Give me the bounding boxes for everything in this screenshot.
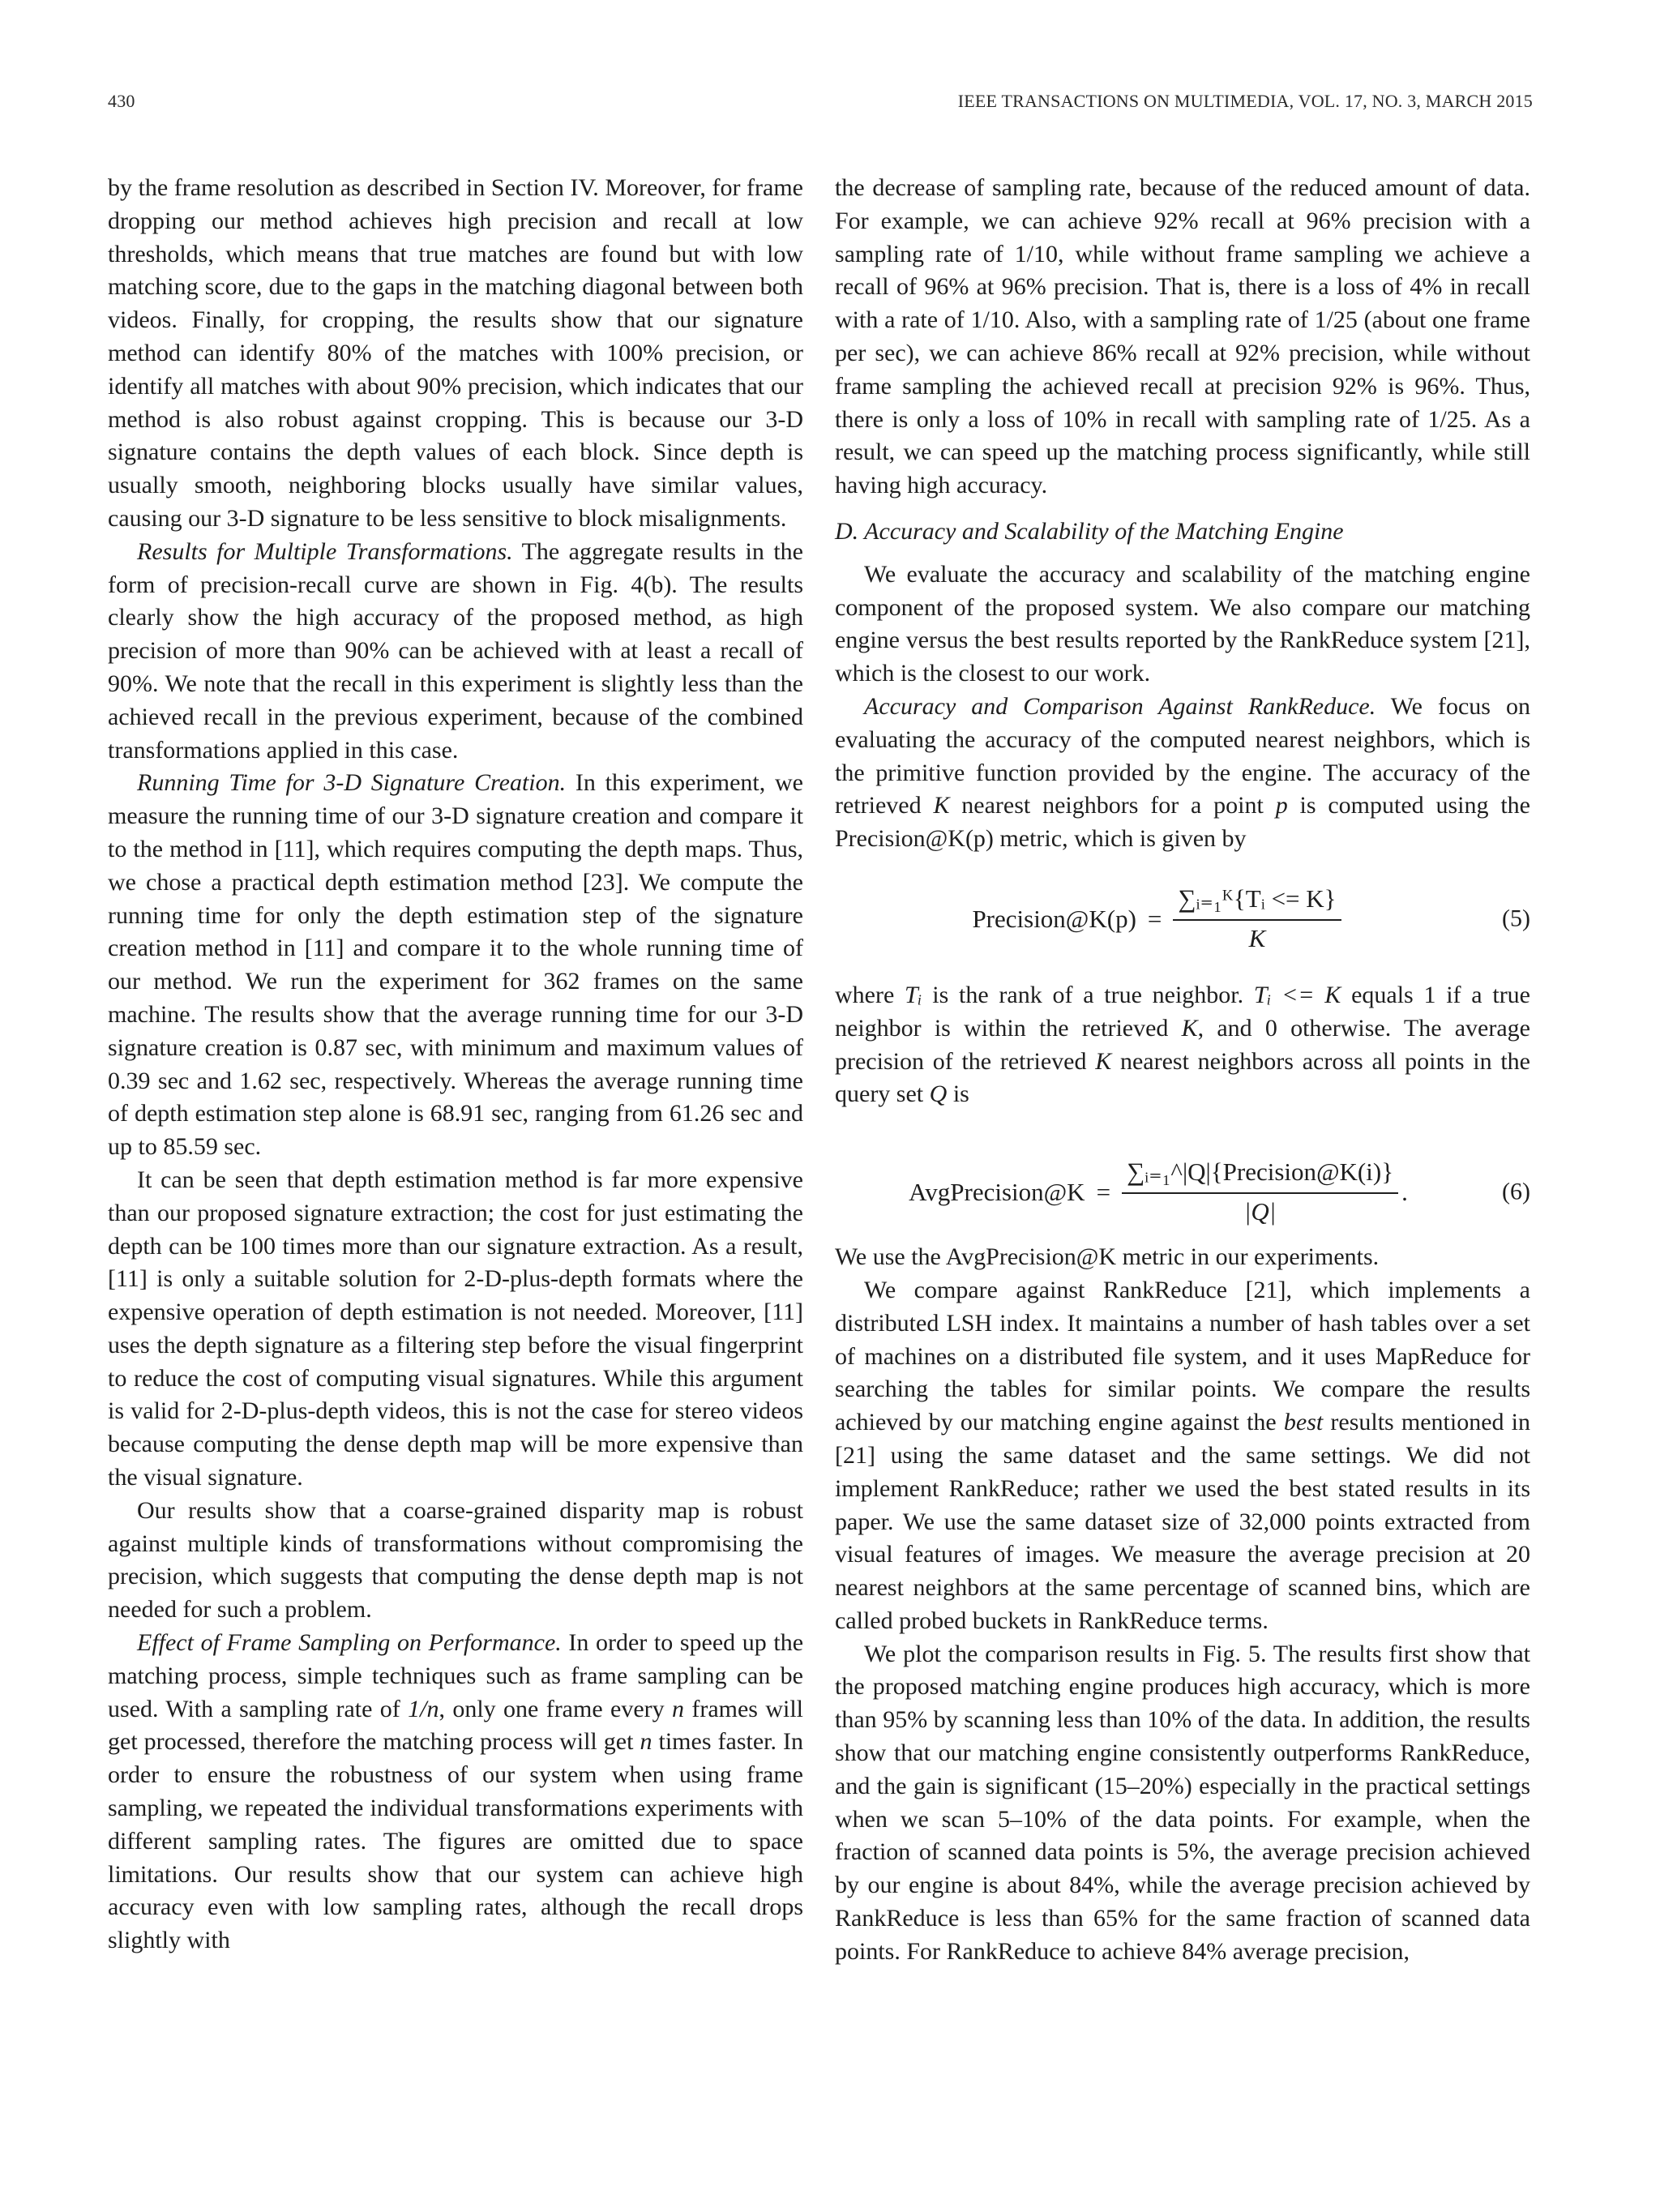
paragraph-text: is computed using the: [1287, 792, 1530, 819]
inline-math: Q: [929, 1080, 948, 1108]
paragraph-transform-results: by the frame resolution as described in Section IV. Moreover, for frame dropping our method achieves high precision and recall at low thresholds, which means that true matches are found but with low matching score, due to the gaps in the matching diagonal between both videos. Finally, for cropping, the results show that our signature method can identify 80% of the matches with 100% precision, or identify all matches with about 90% precision, which indicates that our method is also robust against cropping. This is because our 3-D signature contains the depth values of each block. Since depth is usually smooth, neighboring blocks usually have similar values, causing our 3-D signature to be less sensitive to block misalignments.: [108, 174, 803, 532]
equation-lhs: AvgPrecision@K: [909, 1177, 1085, 1206]
paragraph-metric-usage: [835, 1241, 1530, 1274]
inline-math: K: [1095, 1047, 1112, 1075]
paragraph-running-time: [108, 767, 803, 1164]
paragraph-depth-estimation-cost: It can be seen that depth estimation method is far more expensive than our proposed signature extraction; the cost for just estimating the depth can be 100 times more than our signature extraction. As a result, [11] is only a suitable solution for 2-D-plus-depth formats where the expensive operation of depth estimation is not needed. Moreover, [11] uses the depth signature as a filtering step before the visual fingerprint to reduce the cost of computing visual signatures. While this argument is valid for 2-D-plus-depth videos, this is not the case for stereo videos because computing the dense depth map will be more expensive than the visual signature.: [108, 1166, 803, 1491]
equation-body: [835, 875, 1482, 963]
fraction: [1122, 1156, 1398, 1229]
equation-5: [835, 875, 1530, 963]
inline-math: AvgPrecision@K: [945, 1243, 1117, 1271]
paragraph-text: nearest neighbors across all points in the query set: [835, 1047, 1530, 1108]
inline-math: Tᵢ: [905, 981, 922, 1008]
run-in-heading: Effect of Frame Sampling on Performance.: [137, 1629, 562, 1657]
equation-6: [835, 1147, 1530, 1238]
paragraph-text: We use the: [835, 1243, 946, 1271]
paragraph-text: metric, which is given by: [993, 825, 1247, 853]
paragraph-sampling-results: the decrease of sampling rate, because of the reduced amount of data. For example, we can achieve 92% recall at 96% precision with a sampling rate of 1/10, while without frame sampling we achieve a recall of 96% at 96% precision. That is, there is a loss of 4% in recall with a rate of 1/10. Also, with a sampling rate of 1/25 (about one frame per sec), we can achieve 86% recall at 92% precision, while without frame sampling the achieved recall at precision 92% is 96%. Thus, there is only a loss of 10% in recall with sampling rate of 1/25. As a result, we can speed up the matching process significantly, while still having high accuracy.: [835, 174, 1530, 499]
paragraph-text: where: [835, 981, 905, 1008]
fraction-denominator: K: [1248, 923, 1266, 952]
inline-math: K: [933, 792, 950, 819]
paragraph-text: equals 1 if a true neighbor is within the retrieved: [835, 981, 1530, 1042]
equals-sign: =: [1096, 1177, 1111, 1206]
paragraph-text: nearest neighbors for a point: [949, 792, 1276, 819]
paragraph-text: , only one frame every: [439, 1695, 672, 1722]
paragraph-rankreduce-comparison: [835, 1274, 1530, 1638]
paragraph-disparity-robustness: Our results show that a coarse-grained disparity map is robust against multiple kinds of transformations without compromising the precision, which suggests that computing the dense depth map is not needed for such a problem.: [108, 1496, 803, 1624]
paragraph-text: is: [947, 1080, 969, 1108]
paragraph-equation-explanation: [835, 979, 1530, 1111]
inline-math: 1/n: [408, 1695, 439, 1722]
paragraph-text: results mentioned in [21] using the same dataset and the same settings. We did not implement RankReduce; rather we used the best stated results in its paper. We use the same dataset size of 32,000 points extracted from visual features of images. We measure the average precision at 20 nearest neighbors at the same percentage of scanned bins, which are called probed buckets in RankReduce terms.: [835, 1409, 1530, 1634]
equation-number: (6): [1502, 1178, 1530, 1205]
inline-math: K: [1181, 1014, 1198, 1042]
run-in-heading: Results for Multiple Transformations.: [137, 537, 513, 565]
journal-reference: IEEE TRANSACTIONS ON MULTIMEDIA, VOL. 17, NO. 3, MARCH 2015: [957, 91, 1533, 111]
fraction-numerator: ∑ᵢ₌₁ᴷ{Tᵢ <= K}: [1173, 883, 1341, 921]
page-number: 430: [108, 91, 135, 111]
equation-tail: .: [1401, 1177, 1408, 1206]
paragraph-text: , and 0 otherwise. The average precision of the retrieved: [835, 1014, 1530, 1075]
inline-math: Precision@K(p): [835, 825, 994, 853]
paragraph-text: In this experiment, we measure the running time of our 3-D signature creation and compare it to the method in [11], which requires computing the depth maps. Thus, we chose a practical depth estimation method [23]. We compute the running time for only the depth estimation step of the signature creation method in [11] and compare it to the whole running time of our method. We run the experiment for 362 frames on the same machine. The results show that the average running time for our 3-D signature creation is 0.87 sec, with minimum and maximum values of 0.39 sec and 1.62 sec, respectively. Whereas the average running time of depth estimation step alone is 68.91 sec, ranging from 61.26 sec and up to 85.59 sec.: [108, 769, 803, 1161]
emphasis: best: [1283, 1409, 1324, 1436]
inline-math: n: [672, 1695, 684, 1722]
fraction-numerator: ∑ᵢ₌₁^|Q|{Precision@K(i)}: [1122, 1156, 1398, 1194]
paragraph-text: times faster. In order to ensure the robustness of our system when using frame sampling, we repeated the individual transformations experiments with different sampling rates. The figures are omitted due to space limitations. Our results show that our system can achieve high accuracy even with low sampling rates, although the recall drops slightly with: [108, 1728, 804, 1954]
equation-body: [835, 1147, 1482, 1238]
section-heading: D. Accuracy and Scalability of the Matching Engine: [835, 517, 1344, 545]
inline-math: p: [1275, 792, 1288, 819]
equals-sign: =: [1147, 904, 1162, 933]
paragraph-text: is the rank of a true neighbor.: [922, 981, 1254, 1008]
run-in-heading: Accuracy and Comparison Against RankReduce.: [864, 692, 1376, 720]
paragraph-text: metric in our experiments.: [1116, 1243, 1380, 1271]
equation-lhs: Precision@K(p): [972, 904, 1136, 933]
paragraph-comparison-results: We plot the comparison results in Fig. 5. The results first show that the proposed matching engine produces high accuracy, which is more than 95% by scanning less than 10% of the data. In addition, the results show that our matching engine consistently outperforms RankReduce, and the gain is significant (15–20%) especially in the practical settings when we scan 5–10% of the data points. For example, when the fraction of scanned data points is 5%, the average precision achieved by our engine is about 84%, while the average precision achieved by RankReduce is less than 65% for the same fraction of scanned data points. For RankReduce to achieve 84% average precision,: [835, 1640, 1530, 1965]
left-column: [108, 172, 803, 1957]
paragraph-frame-sampling: [108, 1627, 803, 1957]
paragraph-matching-engine-intro: We evaluate the accuracy and scalability of the matching engine component of the proposed system. We also compare our matching engine versus the best results reported by the RankReduce system [21], which is the closest to our work.: [835, 560, 1530, 687]
right-column: [835, 172, 1530, 1969]
paragraph-text: We focus on evaluating the accuracy of the computed nearest neighbors, which is the primitive function provided by the engine. The accuracy of the retrieved: [835, 692, 1530, 819]
fraction-denominator: |Q|: [1243, 1197, 1277, 1226]
paragraph-text: In order to speed up the matching process, simple techniques such as frame sampling can be used. With a sampling rate of: [108, 1629, 804, 1722]
paragraph-accuracy-comparison: [835, 691, 1530, 856]
paragraph-text: The aggregate results in the form of precision-recall curve are shown in Fig. 4(b). The results clearly show the high accuracy of the proposed method, as high precision of more than 90% can be achieved with at least a recall of 90%. We note that the recall in this experiment is slightly less than the achieved recall in the previous experiment, because of the combined transformations applied in this case.: [108, 537, 803, 764]
paragraph-text: We compare against RankReduce [21], which implements a distributed LSH index. It maintains a number of hash tables over a set of machines on a distributed file system, and it uses MapReduce for searching the tables for similar points. We compare the results achieved by our matching engine against the: [835, 1276, 1530, 1436]
page-header: [108, 91, 1533, 123]
fraction: [1173, 883, 1341, 956]
inline-math: Tᵢ <= K: [1253, 981, 1341, 1008]
run-in-heading: Running Time for 3-D Signature Creation.: [137, 769, 567, 797]
inline-math: n: [640, 1728, 652, 1756]
equation-number: (5): [1502, 905, 1530, 932]
paragraph-text: frames will get processed, therefore the matching process will get: [108, 1695, 804, 1756]
paragraph-multiple-transformations: [108, 536, 803, 768]
